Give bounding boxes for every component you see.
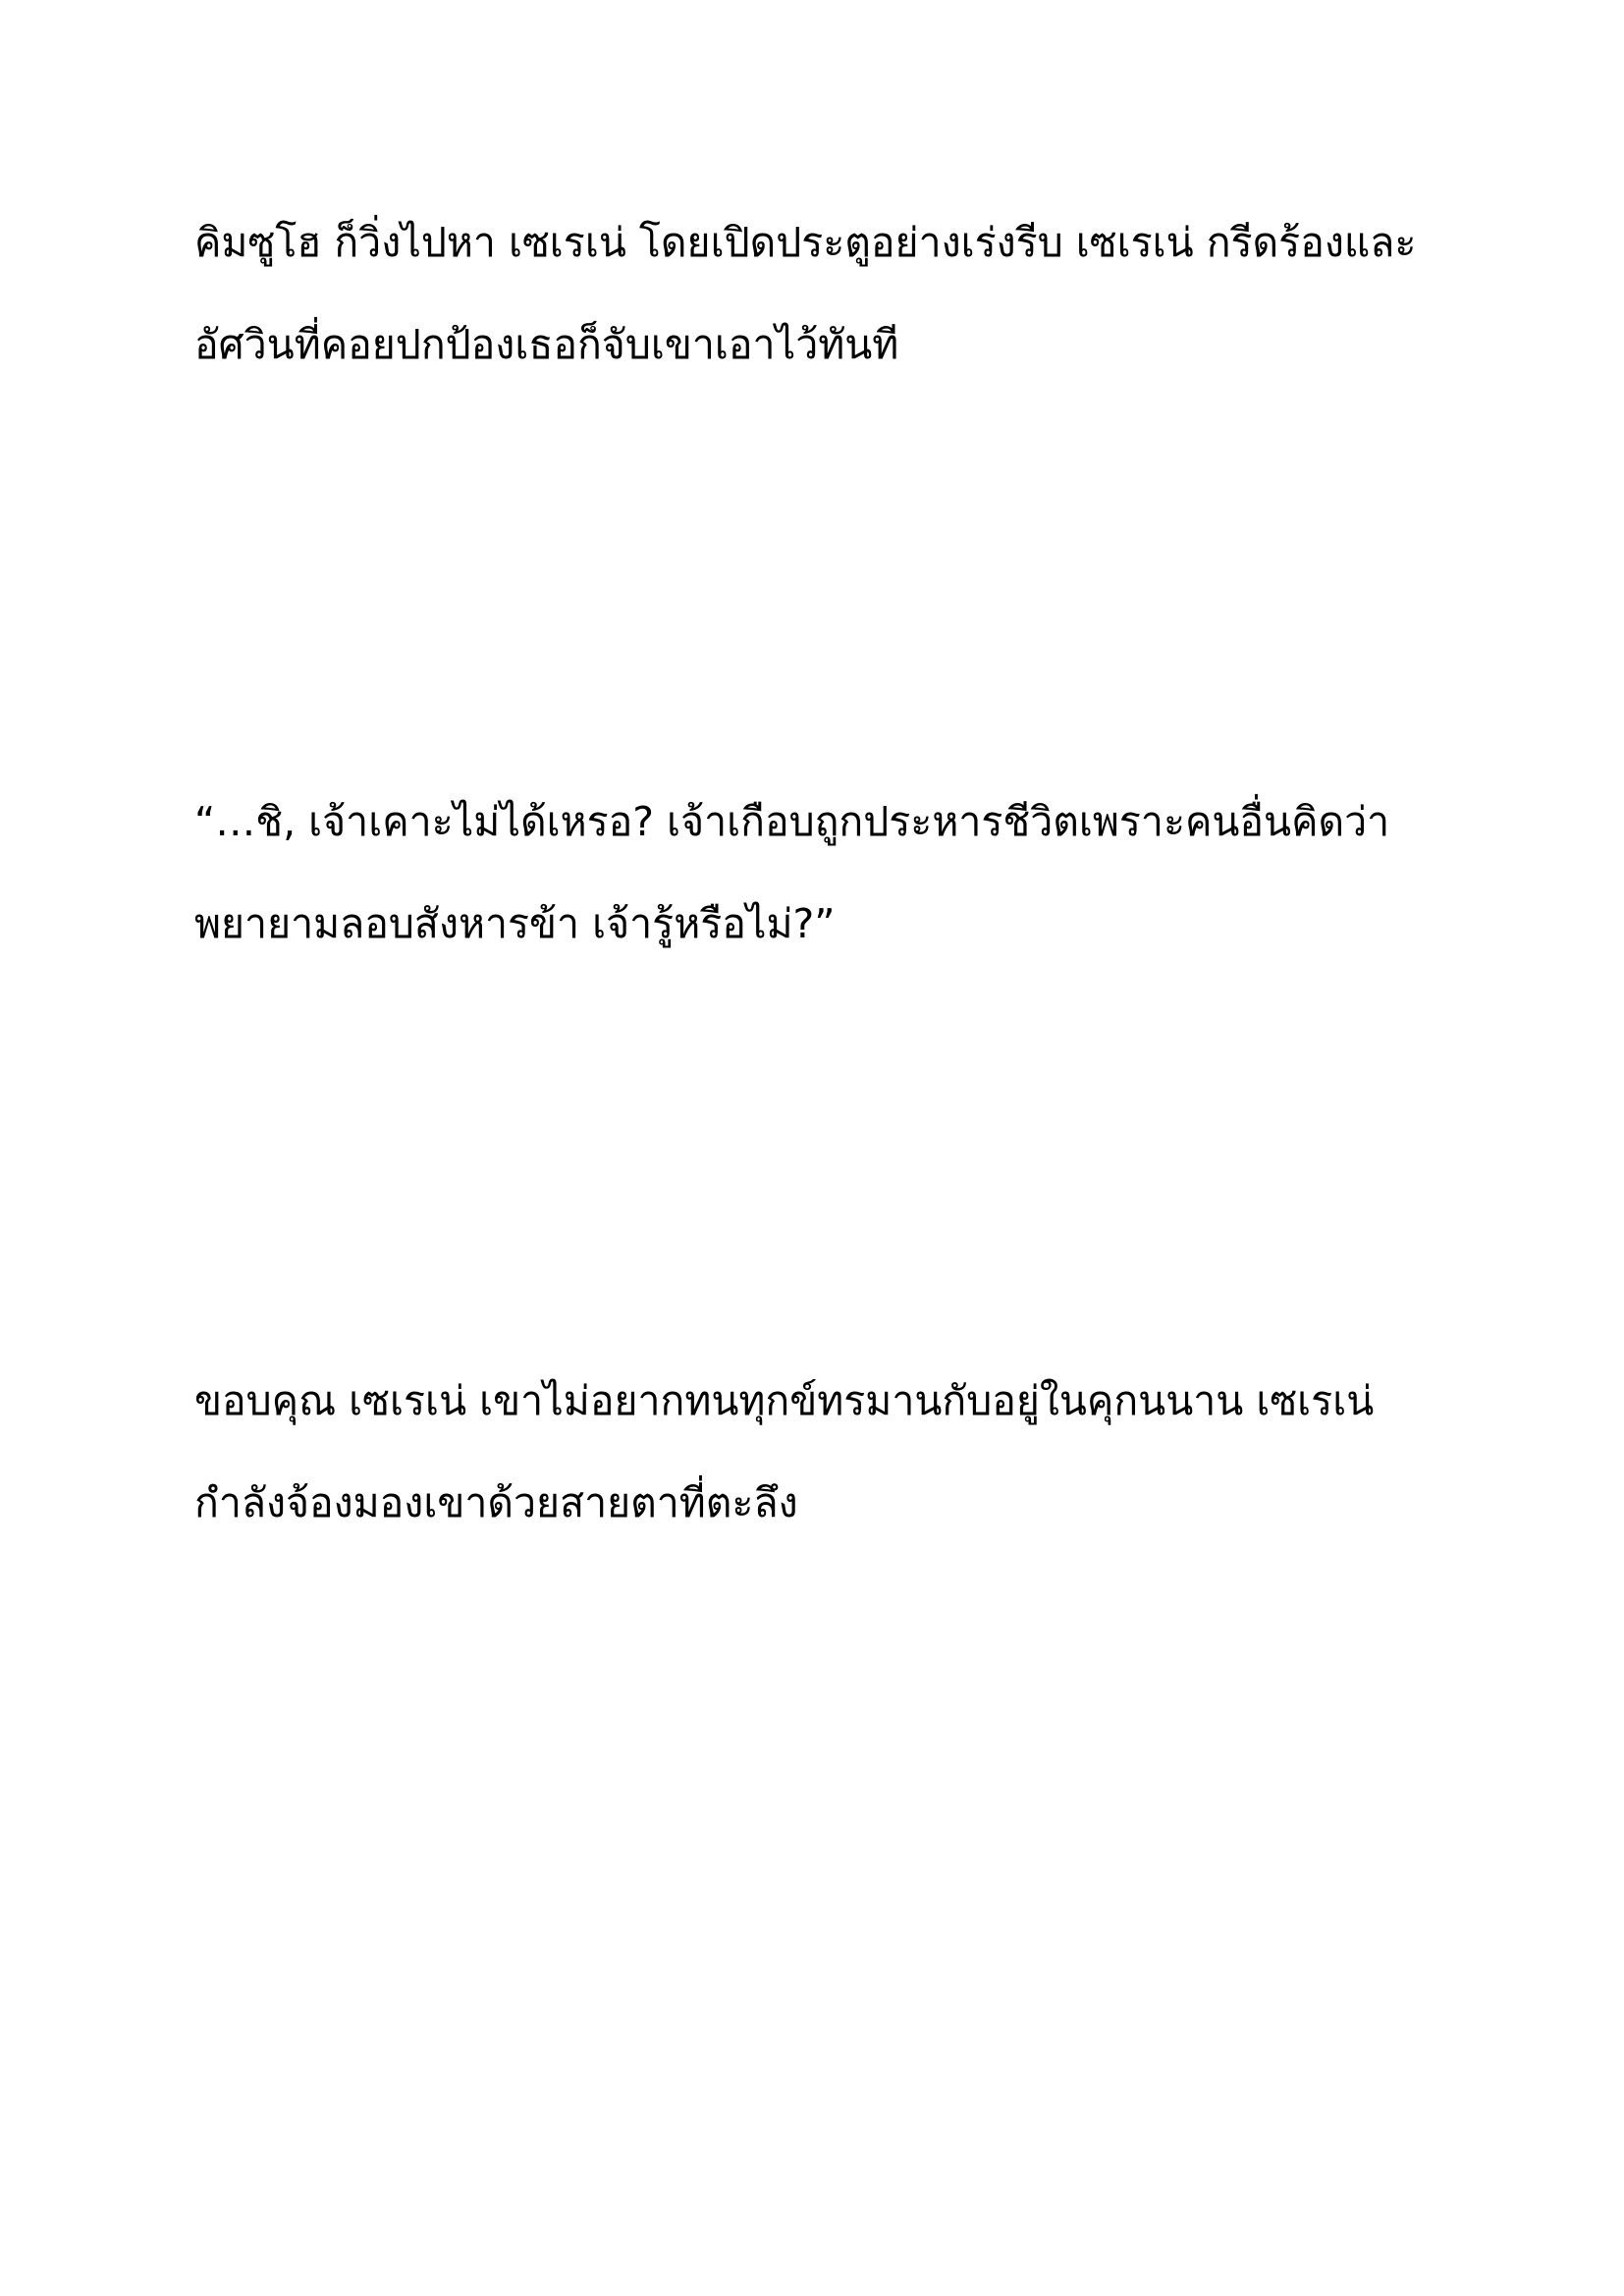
text-line: คิมซูโฮ ก็วิ่งไปหา เซเรเน่ โดยเปิดประตูอย่างเร่งรีบ เซเรเน่ กรีดร้องและ xyxy=(194,219,1417,266)
text-line: กำลังจ้องมองเขาด้วยสายตาที่ตะลึง xyxy=(194,1479,798,1526)
paragraph-narration-2 xyxy=(194,1350,1471,1554)
text-line: ขอบคุณ เซเรเน่ เขาไม่อยากทนทุกข์ทรมานกับอยู่ในคุกนนาน เซเรเน่ xyxy=(194,1377,1375,1424)
paragraph-narration-1 xyxy=(194,191,1471,396)
text-line: พยายามลอบสังหารข้า เจ้ารู้หรือไม่?” xyxy=(194,900,836,947)
paragraph-dialogue xyxy=(194,771,1471,975)
text-line: “…ชิ, เจ้าเคาะไม่ได้เหรอ? เจ้าเกือบถูกประหารชีวิตเพราะคนอื่นคิดว่า xyxy=(194,798,1390,845)
text-line: อัศวินที่คอยปกป้องเธอก็จับเขาเอาไว้ทันที xyxy=(194,321,899,368)
